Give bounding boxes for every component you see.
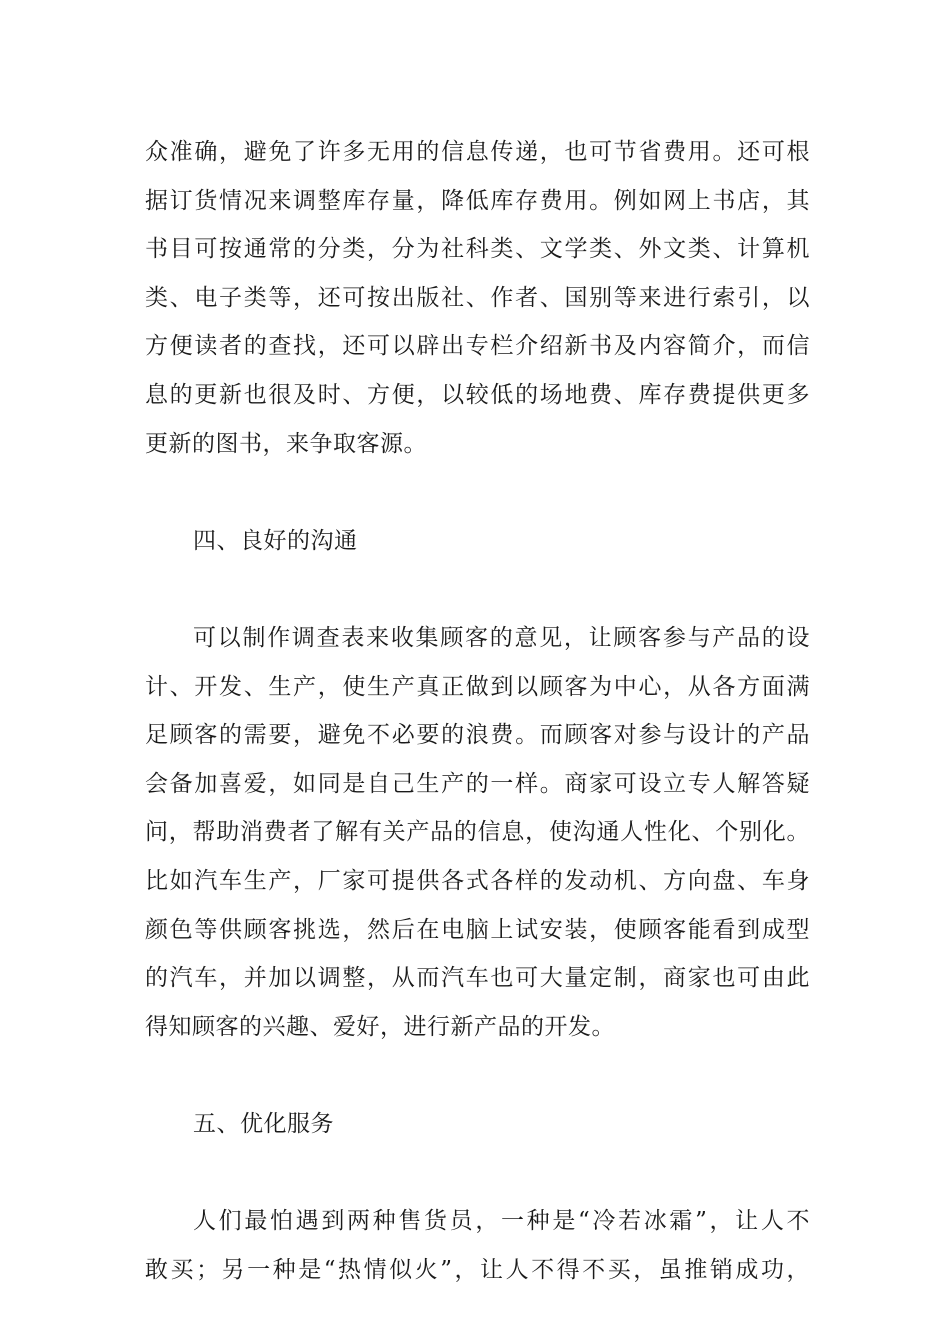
text-line: 息的更新也很及时、方便，以较低的场地费、库存费提供更多 [145, 381, 810, 408]
text-line: 更新的图书，来争取客源。 [145, 430, 427, 457]
paragraph-online-bookstore [145, 128, 810, 468]
text-line: 的汽车，并加以调整，从而汽车也可大量定制，商家也可由此 [145, 965, 810, 992]
paragraph-spacer [145, 565, 810, 614]
text-line: 众准确，避免了许多无用的信息传递，也可节省费用。还可根 [145, 139, 810, 165]
paragraph-spacer [145, 1148, 810, 1197]
section-heading-service: 五、优化服务 [193, 1110, 334, 1137]
text-line: 可以制作调查表来收集顾客的意见，让顾客参与产品的设 [193, 624, 810, 651]
text-line: 据订货情况来调整库存量，降低库存费用。例如网上书店，其 [145, 187, 810, 214]
paragraph-communication [145, 614, 810, 1051]
text-line: 类、电子类等，还可按出版社、作者、国别等来进行索引，以 [145, 284, 810, 311]
document-body [145, 128, 810, 1294]
section-heading-communication: 四、良好的沟通 [193, 527, 358, 554]
text-line: 得知顾客的兴趣、爱好，进行新产品的开发。 [145, 1013, 615, 1040]
text-line: 书目可按通常的分类，分为社科类、文学类、外文类、计算机 [145, 236, 810, 263]
text-line: 方便读者的查找，还可以辟出专栏介绍新书及内容简介，而信 [145, 333, 810, 360]
text-line: 人们最怕遇到两种售货员，一种是“冷若冰霜”，让人不 [193, 1208, 810, 1235]
text-line: 敢买；另一种是“热情似火”，让人不得不买，虽推销成功， [145, 1256, 810, 1283]
paragraph-spacer [145, 468, 810, 517]
text-line: 足顾客的需要，避免不必要的浪费。而顾客对参与设计的产品 [145, 722, 810, 749]
text-line: 问，帮助消费者了解有关产品的信息，使沟通人性化、个别化。 [145, 819, 810, 846]
paragraph-service [145, 1197, 810, 1294]
paragraph-spacer [145, 1051, 810, 1100]
text-line: 颜色等供顾客挑选，然后在电脑上试安装，使顾客能看到成型 [145, 916, 810, 943]
text-line: 计、开发、生产，使生产真正做到以顾客为中心，从各方面满 [145, 673, 810, 700]
text-line: 比如汽车生产，厂家可提供各式各样的发动机、方向盘、车身 [145, 867, 810, 894]
text-line: 会备加喜爱，如同是自己生产的一样。商家可设立专人解答疑 [145, 770, 810, 797]
